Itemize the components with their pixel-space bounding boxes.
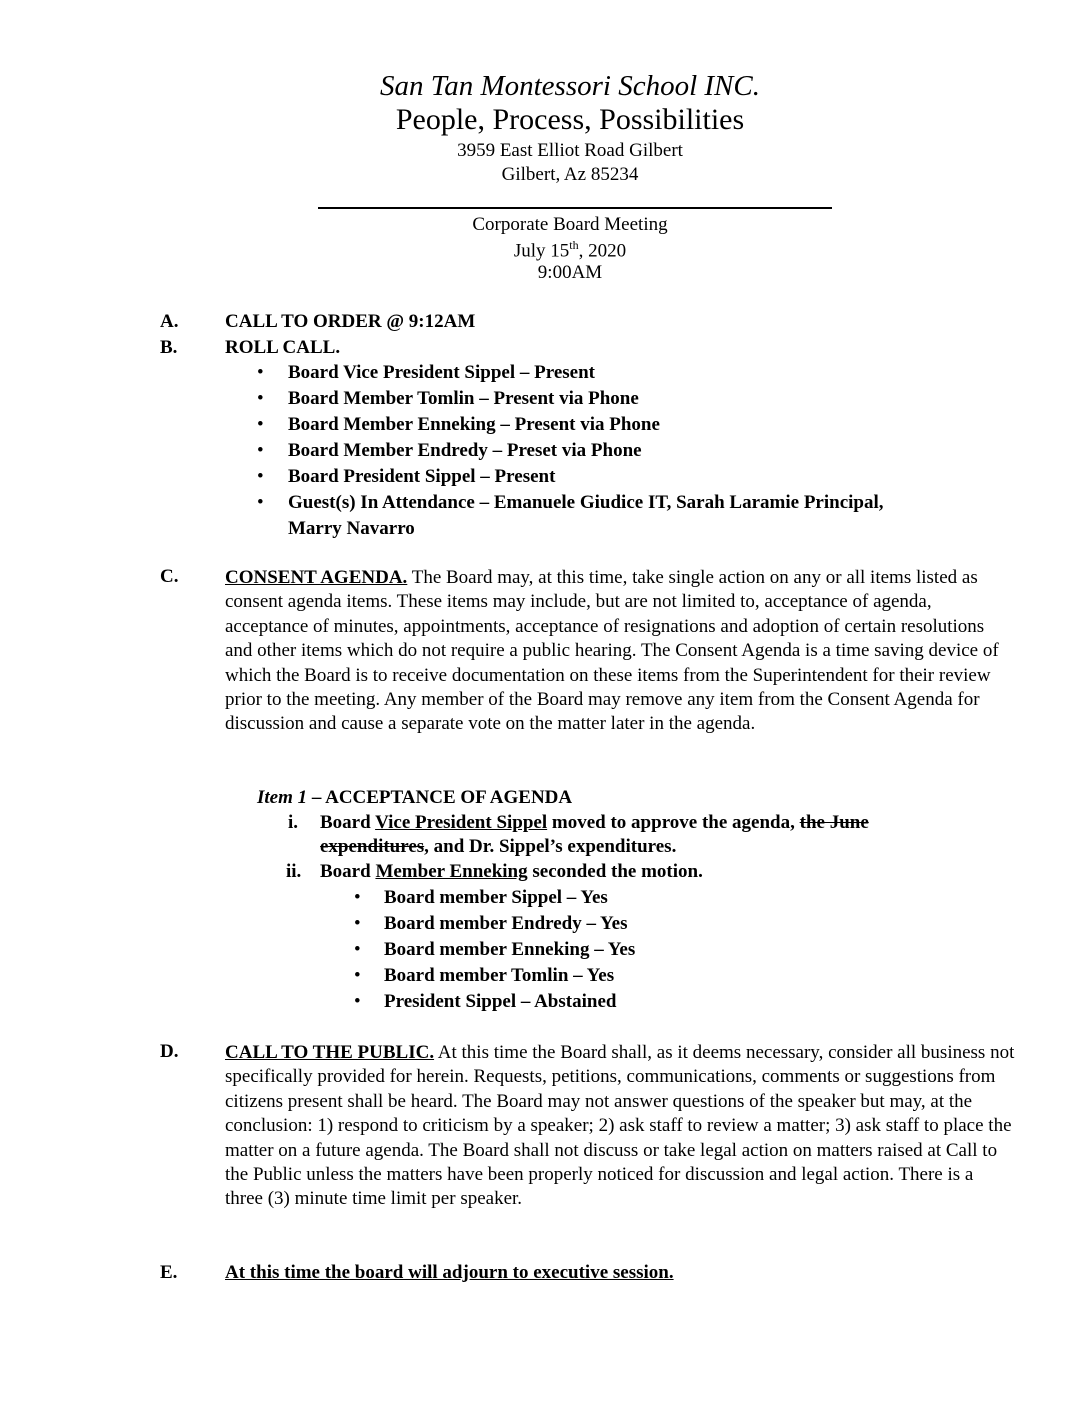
consent-agenda-paragraph (225, 566, 1015, 737)
bullet-icon: • (257, 440, 264, 461)
section-b-letter: B. (160, 337, 178, 358)
bullet-icon: • (257, 362, 264, 383)
roll-call-item: Guest(s) In Attendance – Emanuele Giudice IT, Sarah Laramie Principal, (288, 492, 884, 513)
vote-item: Board member Tomlin – Yes (384, 965, 615, 986)
tagline: People, Process, Possibilities (395, 103, 745, 136)
section-a-letter: A. (160, 311, 179, 332)
vote-item: Board member Endredy – Yes (384, 913, 628, 934)
section-d-letter: D. (160, 1041, 179, 1062)
motion-number: i. (288, 812, 299, 833)
address-line-2: Gilbert, Az 85234 (501, 164, 639, 185)
section-b-title: ROLL CALL. (225, 337, 341, 358)
section-a-title: CALL TO ORDER @ 9:12AM (225, 311, 476, 332)
roll-call-item: Board Member Tomlin – Present via Phone (288, 388, 639, 409)
section-e-letter: E. (160, 1262, 178, 1283)
bullet-icon: • (354, 913, 361, 934)
bullet-icon: • (354, 965, 361, 986)
meeting-date: July 15th, 2020 (513, 238, 627, 262)
meeting-type: Corporate Board Meeting (472, 214, 668, 235)
bullet-icon: • (257, 414, 264, 435)
meeting-time: 9:00AM (537, 262, 603, 283)
vote-item: President Sippel – Abstained (384, 991, 617, 1012)
consent-agenda-body: The Board may, at this time, take single action on any or all items listed as consent agenda items. These items may include, but are not limited to, acceptance of agenda, acceptance of minutes, appointments, acceptance of resignations and adoption of certain resolutions and other items which do not require a public hearing. The Consent Agenda is a time saving device of which the Board is to receive documentation on these items from the Superintendent for their review prior to the meeting. Any member of the Board may remove any item from the Consent Agenda for discussion and cause a separate vote on the matter later in the agenda. (225, 567, 999, 735)
bullet-icon: • (354, 939, 361, 960)
call-to-public-paragraph (225, 1041, 1015, 1212)
bullet-icon: • (354, 991, 361, 1012)
call-to-public-body: At this time the Board shall, as it deems necessary, consider all business not specifically provided for herein. Requests, petitions, communications, comments or suggestions from citizens present shall be heard. The Board may not answer questions of the speaker but may, at the conclusion: 1) respond to criticism by a speaker; 2) ask staff to review a matter; 3) ask staff to place the matter on a future agenda. The Board shall not discuss or take legal action on matters raised at Call to the Public unless the matters have been properly noticed for discussion and legal action. There is a three (3) minute time limit per speaker. (225, 1042, 1015, 1210)
bullet-icon: • (257, 492, 264, 513)
roll-call-item: Board Member Enneking – Present via Phone (288, 414, 660, 435)
second-line: Board Member Enneking seconded the motion. (320, 861, 703, 882)
roll-call-item: Board President Sippel – Present (288, 466, 556, 487)
motion-line-2: expenditures, and Dr. Sippel’s expenditures. (320, 836, 677, 857)
roll-call-item: Board Vice President Sippel – Present (288, 362, 595, 383)
vote-item: Board member Sippel – Yes (384, 887, 608, 908)
consent-agenda-title: CONSENT AGENDA. (225, 567, 408, 588)
call-to-public-title: CALL TO THE PUBLIC. (225, 1042, 435, 1063)
section-e-title: At this time the board will adjourn to executive session. (225, 1262, 674, 1283)
address-line-1: 3959 East Elliot Road Gilbert (457, 140, 683, 161)
roll-call-item: Board Member Endredy – Preset via Phone (288, 440, 642, 461)
second-number: ii. (286, 861, 302, 882)
section-c-letter: C. (160, 566, 179, 587)
bullet-icon: • (354, 887, 361, 908)
motion-line-1: Board Vice President Sippel moved to approve the agenda, the June (320, 812, 869, 833)
vote-item: Board member Enneking – Yes (384, 939, 636, 960)
bullet-icon: • (257, 388, 264, 409)
school-name: San Tan Montessori School INC. (380, 70, 760, 102)
item-1-heading: Item 1 – ACCEPTANCE OF AGENDA (257, 787, 573, 808)
bullet-icon: • (257, 466, 264, 487)
roll-call-item-continued: Marry Navarro (288, 518, 415, 539)
header-divider (318, 207, 832, 209)
